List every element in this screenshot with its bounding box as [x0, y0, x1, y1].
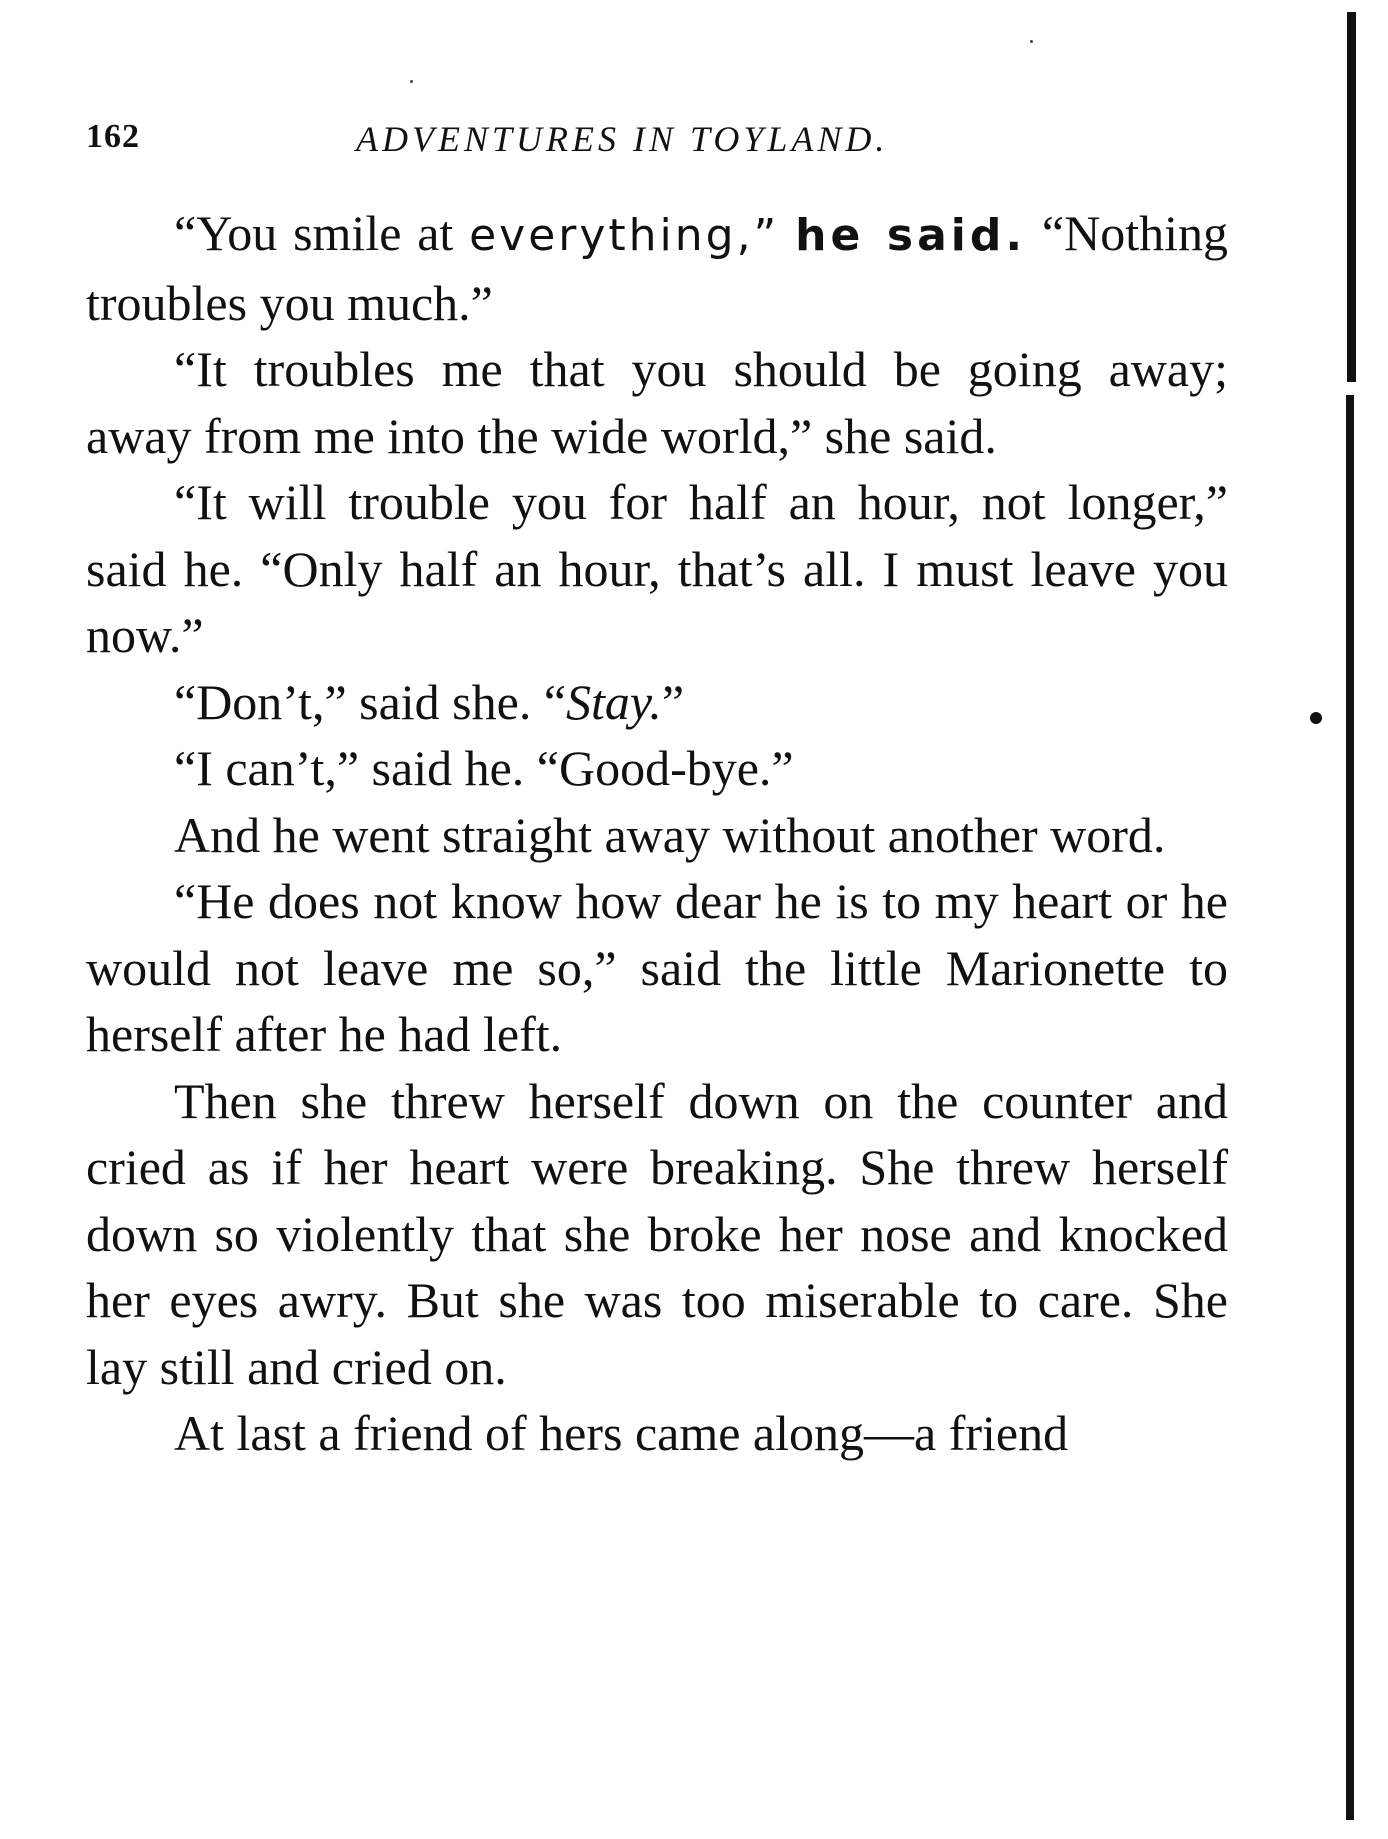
paragraph-text: ” — [661, 673, 685, 730]
emphasis-text: Stay. — [566, 673, 662, 730]
paragraph-text: “Don’t,” said she. “ — [174, 673, 567, 730]
paragraph-text: “It will trouble you for half an hour, not longer,” said he. “Only half an hour, that’s all. I must leave you now.” — [86, 474, 1228, 663]
running-title: ADVENTURES IN TOYLAND. — [356, 119, 889, 159]
paragraph — [86, 336, 1228, 469]
body-text — [86, 200, 1228, 1467]
page-header — [86, 112, 1226, 162]
paragraph — [86, 200, 1228, 336]
page-edge-rule — [1346, 395, 1354, 1820]
paragraph — [86, 469, 1228, 669]
paragraph — [86, 802, 1228, 869]
paragraph — [86, 1400, 1228, 1467]
ink-speck — [1030, 40, 1033, 43]
paragraph-text: “Nothing troubles you much.” — [86, 205, 1228, 331]
paragraph — [86, 669, 1228, 736]
paragraph-text: “You smile at — [174, 205, 470, 261]
paragraph-text: “I can’t,” said he. “Good-bye.” — [174, 740, 794, 796]
emphasis-text: everything,” — [469, 210, 780, 261]
paragraph-text: At last a friend of hers came along—a friend — [174, 1405, 1069, 1461]
paragraph-text — [779, 205, 795, 261]
paragraph — [86, 1068, 1228, 1401]
paragraph-text: Then she threw herself down on the counter and cried as if her heart were breaking. She threw herself down so violently that she broke her nose and knocked her eyes awry. But she was too miserable to care. She lay still and cried on. — [86, 1072, 1228, 1395]
ink-speck — [410, 80, 413, 83]
paragraph — [86, 735, 1228, 802]
paragraph-text: “It troubles me that you should be going away; away from me into the wide world,” she said. — [86, 341, 1228, 464]
paragraph-text: And he went straight away without another word. — [174, 806, 1166, 863]
ink-spot — [1310, 712, 1322, 724]
paragraph-text: “He does not know how dear he is to my heart or he would not leave me so,” said the little Marionette to herself after he had left. — [86, 873, 1228, 1062]
page-number: 162 — [86, 118, 140, 155]
emphasis-text: he said. — [795, 210, 1027, 261]
page-edge-rule — [1347, 12, 1356, 382]
paragraph — [86, 868, 1228, 1068]
